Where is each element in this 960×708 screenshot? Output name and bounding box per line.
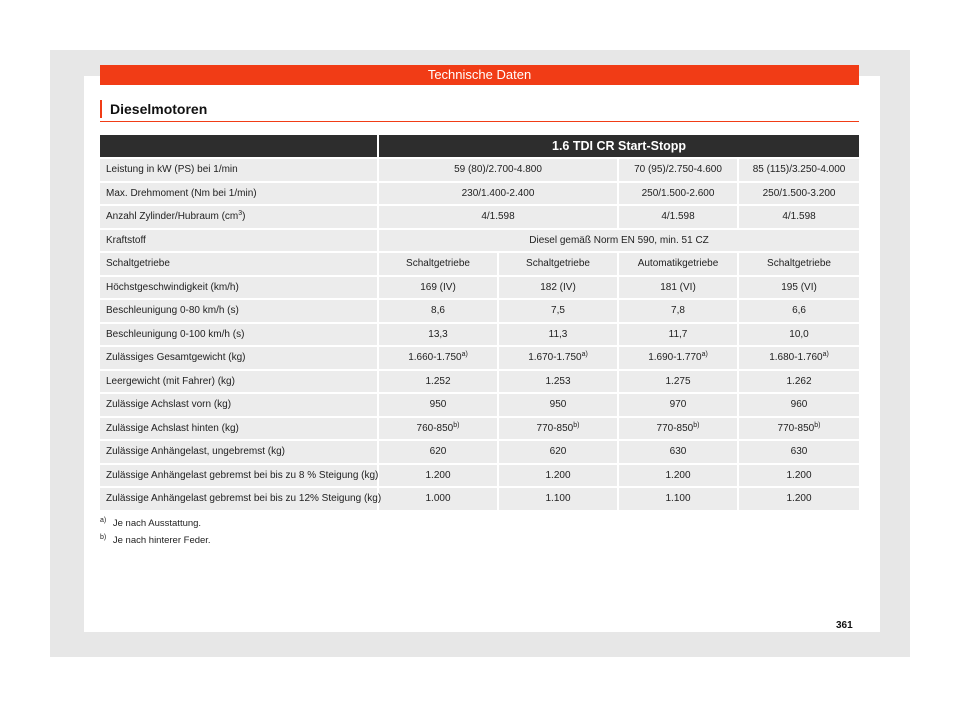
table-cell: 1.670-1.750$^{a)}$ (499, 347, 619, 369)
row-label: Höchstgeschwindigkeit (km/h) (100, 277, 379, 299)
chapter-header: Technische Daten (100, 65, 859, 85)
table-row (100, 253, 859, 275)
footnote-mark: b) (100, 534, 107, 541)
table-cell: 1.690-1.770$^{a)}$ (619, 347, 739, 369)
table-row (100, 277, 859, 299)
row-label: Zulässiges Gesamtgewicht (kg) (100, 347, 379, 369)
table-cell: 4/1.598 (619, 206, 739, 228)
table-cell: 4/1.598 (739, 206, 859, 228)
table-cell: 1.275 (619, 371, 739, 393)
table-row (100, 465, 859, 487)
table-cell: 169 (IV) (379, 277, 499, 299)
table-cell: 1.100 (499, 488, 619, 510)
table-cell: 770-850$^{b)}$ (619, 418, 739, 440)
table-cell: 1.660-1.750$^{a)}$ (379, 347, 499, 369)
row-label: Zulässige Achslast hinten (kg) (100, 418, 379, 440)
table-cell: 630 (739, 441, 859, 463)
table-body (100, 159, 859, 510)
table-header-blank (100, 135, 379, 157)
engine-header: 1.6 TDI CR Start-Stopp (379, 135, 859, 157)
table-cell: 7,8 (619, 300, 739, 322)
row-label: Schaltgetriebe (100, 253, 379, 275)
table-cell: 250/1.500-2.600 (619, 183, 739, 205)
table-cell: 1.680-1.760$^{a)}$ (739, 347, 859, 369)
table-cell: 13,3 (379, 324, 499, 346)
table-row (100, 159, 859, 181)
row-label: Kraftstoff (100, 230, 379, 252)
table-row (100, 183, 859, 205)
table-row (100, 441, 859, 463)
table-cell: 960 (739, 394, 859, 416)
table-cell: Automatikgetriebe (619, 253, 739, 275)
section-divider (100, 121, 859, 122)
table-cell: 630 (619, 441, 739, 463)
table-cell: 620 (499, 441, 619, 463)
table-row (100, 347, 859, 369)
table-cell: 7,5 (499, 300, 619, 322)
table-cell: Diesel gemäß Norm EN 590, min. 51 CZ (379, 230, 859, 252)
table-cell: 181 (VI) (619, 277, 739, 299)
table-cell: 1.200 (379, 465, 499, 487)
table-cell: 8,6 (379, 300, 499, 322)
table-cell: 970 (619, 394, 739, 416)
table-cell: 1.200 (739, 488, 859, 510)
footnotes (100, 512, 211, 546)
table-cell: 1.253 (499, 371, 619, 393)
table-cell: 1.200 (739, 465, 859, 487)
table-cell: 85 (115)/3.250-4.000 (739, 159, 859, 181)
footnote-a (100, 512, 211, 529)
table-cell: 11,7 (619, 324, 739, 346)
table-cell: 182 (IV) (499, 277, 619, 299)
section-title: Dieselmotoren (100, 100, 207, 118)
table-row (100, 488, 859, 510)
row-label: Zulässige Anhängelast gebremst bei bis zu 12% Steigung (kg) (100, 488, 379, 510)
row-label: Beschleunigung 0-80 km/h (s) (100, 300, 379, 322)
table-cell: 70 (95)/2.750-4.600 (619, 159, 739, 181)
table-cell: 760-850$^{b)}$ (379, 418, 499, 440)
table-cell: 10,0 (739, 324, 859, 346)
footnote-mark: a) (100, 517, 107, 524)
row-label: Max. Drehmoment (Nm bei 1/min) (100, 183, 379, 205)
table-cell: 6,6 (739, 300, 859, 322)
table-cell: 1.000 (379, 488, 499, 510)
table-cell: 4/1.598 (379, 206, 619, 228)
table-cell: 620 (379, 441, 499, 463)
table-row (100, 206, 859, 228)
table-cell: 1.262 (739, 371, 859, 393)
table-cell: 950 (499, 394, 619, 416)
table-cell: 1.252 (379, 371, 499, 393)
table-header-row (100, 135, 859, 157)
technical-data-table (100, 133, 859, 512)
table-cell: 11,3 (499, 324, 619, 346)
row-label: Beschleunigung 0-100 km/h (s) (100, 324, 379, 346)
table-cell: 1.100 (619, 488, 739, 510)
table-cell: Schaltgetriebe (379, 253, 499, 275)
page-number: 361 (836, 620, 853, 631)
footnote-b (100, 529, 211, 546)
table-row (100, 230, 859, 252)
table-row (100, 324, 859, 346)
table-row (100, 418, 859, 440)
table-cell: 230/1.400-2.400 (379, 183, 619, 205)
table-cell: 770-850$^{b)}$ (739, 418, 859, 440)
table-cell: 1.200 (619, 465, 739, 487)
table-cell: 59 (80)/2.700-4.800 (379, 159, 619, 181)
table-cell: 950 (379, 394, 499, 416)
row-label: Leergewicht (mit Fahrer) (kg) (100, 371, 379, 393)
table-cell: 250/1.500-3.200 (739, 183, 859, 205)
table-cell: 1.200 (499, 465, 619, 487)
row-label: Leistung in kW (PS) bei 1/min (100, 159, 379, 181)
row-label: Anzahl Zylinder/Hubraum $(cm^3)$ (100, 206, 379, 228)
row-label: Zulässige Achslast vorn (kg) (100, 394, 379, 416)
table-cell: 770-850$^{b)}$ (499, 418, 619, 440)
footnote-text: Je nach Ausstattung. (112, 518, 202, 529)
table-cell: Schaltgetriebe (739, 253, 859, 275)
row-label: Zulässige Anhängelast gebremst bei bis zu 8 % Steigung (kg) (100, 465, 379, 487)
table-row (100, 300, 859, 322)
footnote-text: Je nach hinterer Feder. (112, 535, 211, 546)
table-cell: 195 (VI) (739, 277, 859, 299)
table-row (100, 394, 859, 416)
table-cell: Schaltgetriebe (499, 253, 619, 275)
table-row (100, 371, 859, 393)
row-label: Zulässige Anhängelast, ungebremst (kg) (100, 441, 379, 463)
